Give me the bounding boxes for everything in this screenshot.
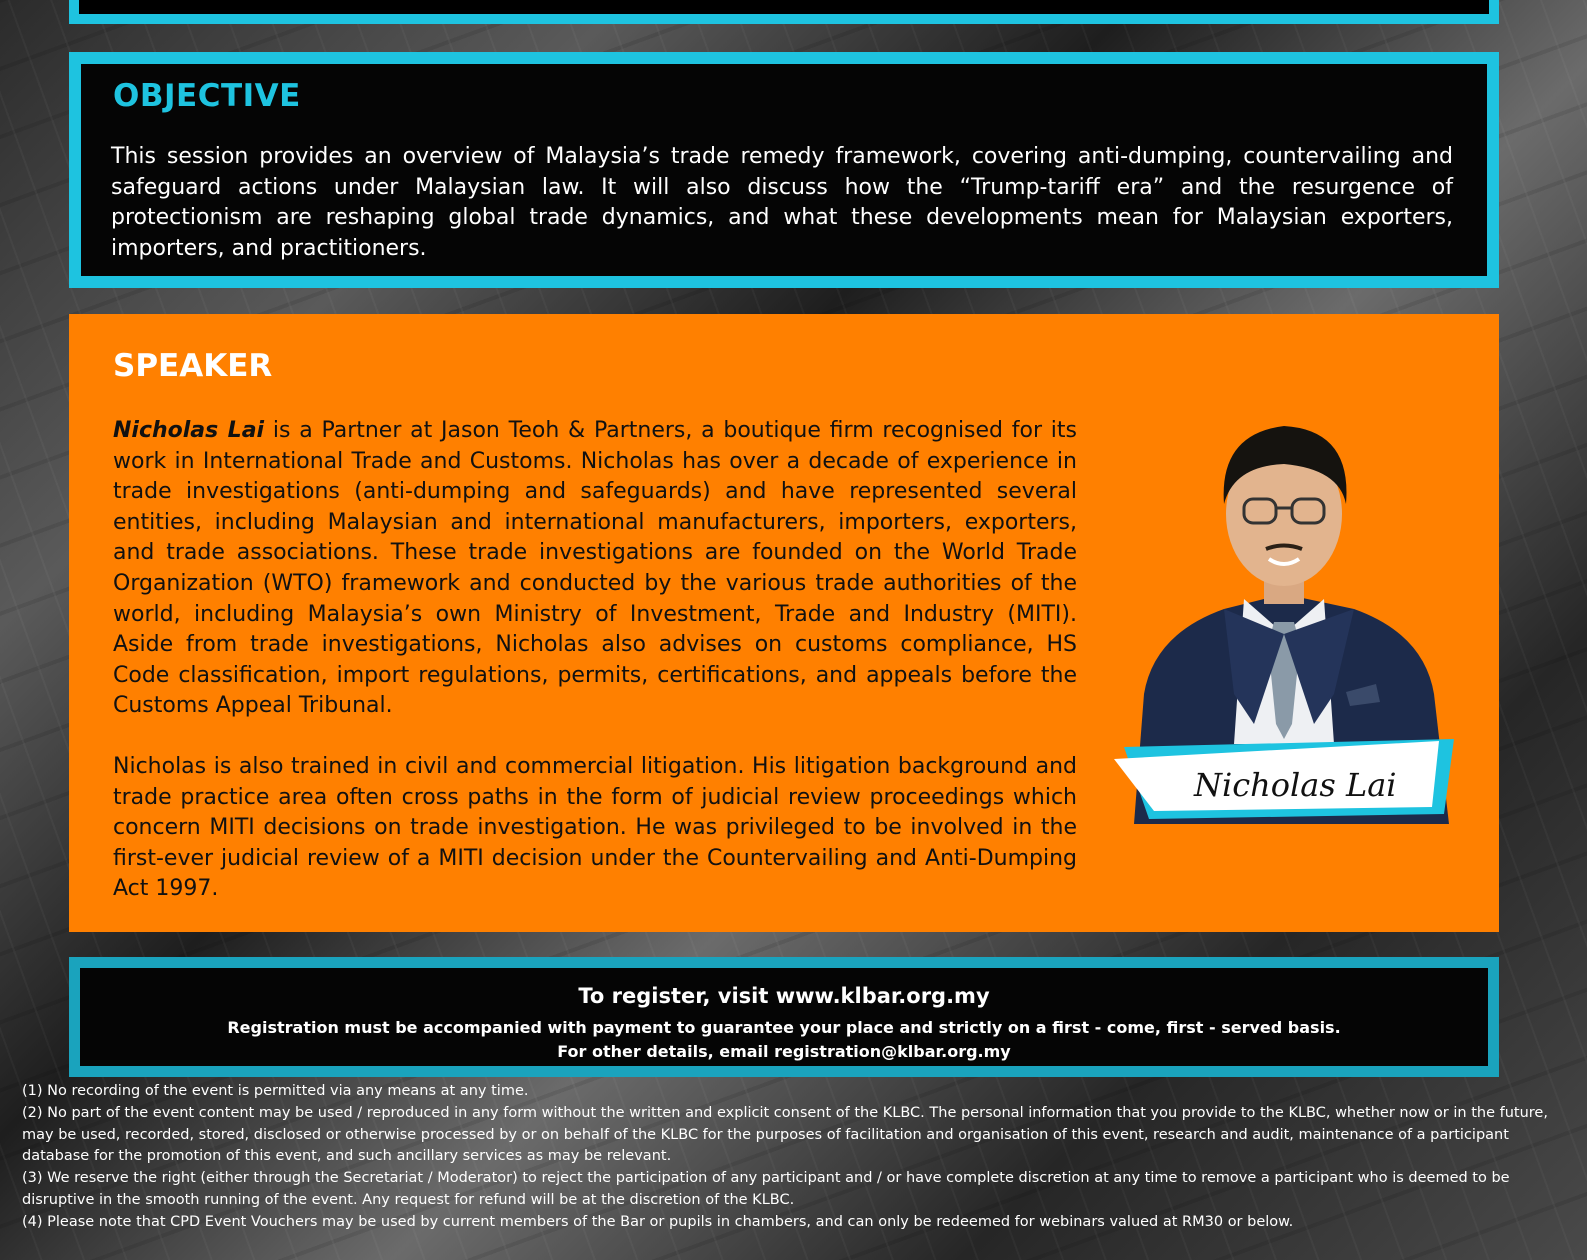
registration-panel xyxy=(69,957,1499,1077)
speaker-bio-1-text: is a Partner at Jason Teoh & Partners, a boutique firm recognised for its work in International Trade and Customs. Nicholas has over a decade of experience in trade investigations (anti-dumping and safeguards) and have represented several entities, including Malaysian and international manufacturers, importers, exporters, and trade associations. These trade investigations are founded on the World Trade Organization (WTO) framework and conducted by the various trade authorities of the world, including Malaysia’s own Ministry of Investment, Trade and Industry (MITI). Aside from trade investigations, Nicholas also advises on customs compliance, HS Code classification, import regulations, permits, certifications, and appeals before the Customs Appeal Tribunal. xyxy=(113,418,1077,719)
speaker-signature: Nicholas Lai xyxy=(1194,766,1397,804)
top-panel xyxy=(69,0,1499,24)
objective-text: This session provides an overview of Malaysia’s trade remedy framework, covering anti-dumping, countervailing and safeguard actions under Malaysian law. It will also discuss how the “Trump-tariff era” and the resurgence of protectionism are reshaping global trade dynamics, and what these developments mean for Malaysian exporters, importers, and practitioners. xyxy=(111,144,1453,262)
register-payment-note: Registration must be accompanied with payment to guarantee your place and strictly on a first - come, first - served basis. xyxy=(227,1018,1341,1037)
speaker-bio-2: Nicholas is also trained in civil and commercial litigation. His litigation background and trade practice area often cross paths in the form of judicial review proceedings which concern MITI decisions on trade investigation. He was privileged to be involved in the first-ever judicial review of a MITI decision under the Countervailing and Anti-Dumping Act 1997. xyxy=(113,754,1077,902)
note-item: (1) No recording of the event is permitted via any means at any time. xyxy=(22,1083,529,1099)
register-link-text[interactable]: To register, visit www.klbar.org.my xyxy=(578,984,990,1008)
note-item: (4) Please note that CPD Event Vouchers may be used by current members of the Bar or pupils in chambers, and can only be redeemed for webinars valued at RM30 or below. xyxy=(22,1213,1294,1230)
note-item: (2) No part of the event content may be used / reproduced in any form without the written and explicit consent of the KLBC. The personal information that you provide to the KLBC, whether now or in the future, may be used, recorded, stored, disclosed or otherwise processed by or on behalf of the KLBC for the purposes of facilitation and organisation of this event, research and audit, maintenance of a participant database for the promotion of this event, and such ancillary services as may be relevant. xyxy=(22,1104,1548,1165)
speaker-panel xyxy=(69,314,1499,932)
register-email-text[interactable]: For other details, email registration@klbar.org.my xyxy=(557,1042,1011,1061)
objective-panel xyxy=(69,52,1499,288)
speaker-name: Nicholas Lai xyxy=(113,418,265,443)
objective-heading: OBJECTIVE xyxy=(113,78,301,114)
speaker-heading: SPEAKER xyxy=(113,348,273,384)
terms-notes xyxy=(22,1081,1562,1234)
speaker-bio-1 xyxy=(113,416,1077,722)
note-item: (3) We reserve the right (either through the Secretariat / Moderator) to reject the participation of any participant and / or have complete discretion at any time to remove a participant who is deemed to be disruptive in the smooth running of the event. Any request for refund will be at the discretion of the KLBC. xyxy=(22,1170,1510,1208)
